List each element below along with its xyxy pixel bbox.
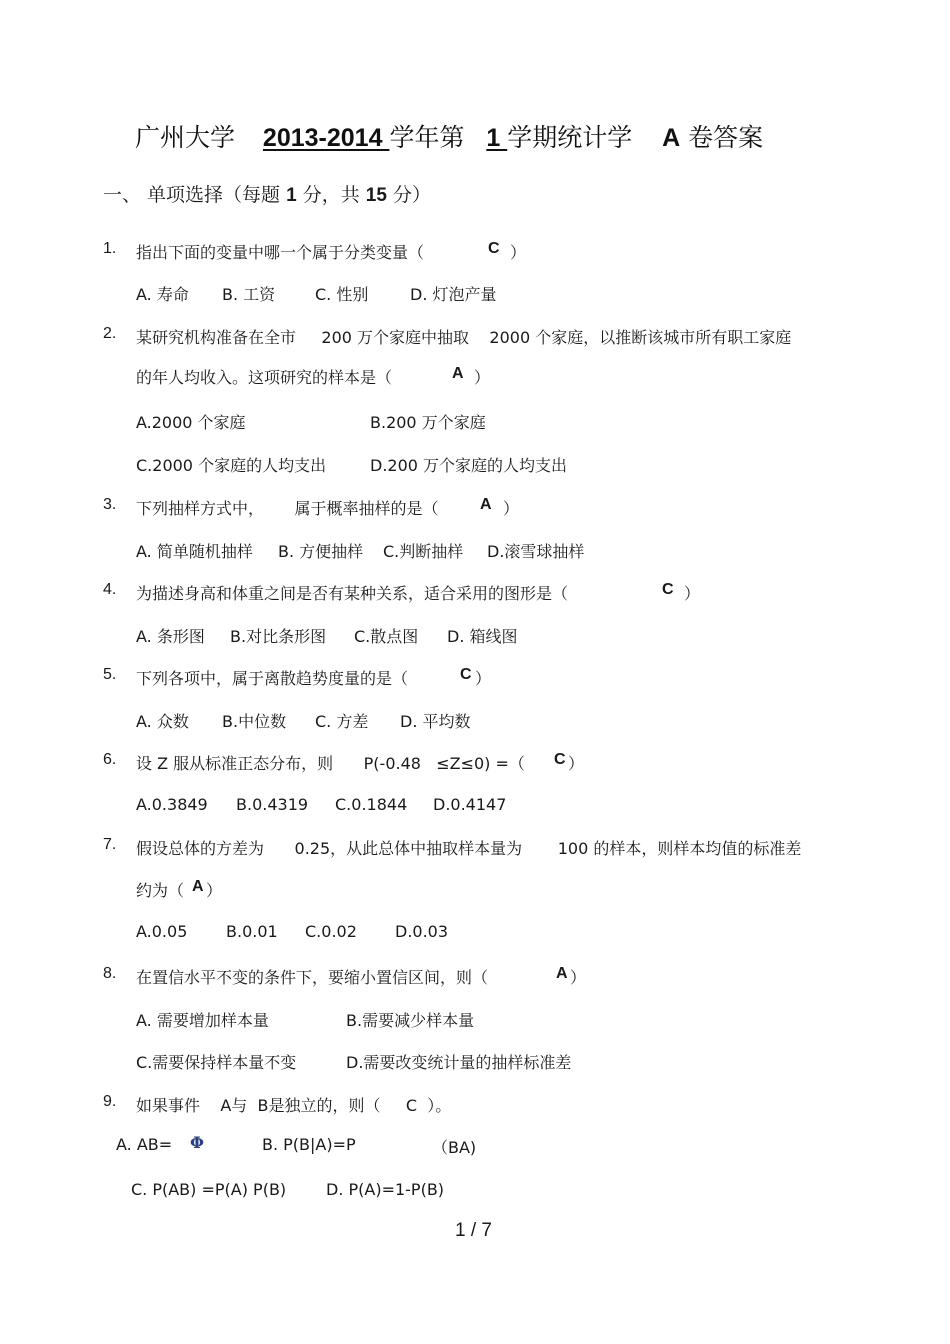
- question-number: 5.: [103, 666, 117, 683]
- option: A. 条形图: [136, 627, 205, 646]
- question-close: ）: [684, 584, 701, 603]
- option: D. 平均数: [400, 712, 471, 731]
- question-text: 如果事件 A与 B是独立的，则（ C ）。: [136, 1096, 452, 1115]
- question-close: ）: [475, 669, 492, 688]
- question-answer: C: [662, 581, 674, 598]
- phi-symbol: Φ: [190, 1133, 204, 1152]
- option: B. 方便抽样: [278, 542, 364, 561]
- question-number: 9.: [103, 1093, 117, 1110]
- option: B.0.01: [226, 922, 278, 941]
- question-number: 3.: [103, 496, 117, 513]
- option: D.需要改变统计量的抽样标准差: [346, 1053, 572, 1072]
- option: D.滚雪球抽样: [487, 542, 585, 561]
- question-answer: C: [460, 666, 472, 683]
- option: B.0.4319: [236, 795, 309, 814]
- question-answer: A: [192, 878, 204, 895]
- question-text: 下列各项中，属于离散趋势度量的是（: [136, 669, 409, 688]
- option: D. 灯泡产量: [410, 285, 497, 304]
- question-text-line2: 约为（: [136, 881, 185, 900]
- title-mid: 学年第: [389, 123, 465, 152]
- question-text: 下列抽样方式中， 属于概率抽样的是（: [136, 499, 439, 518]
- question-text: 设 Z 服从标准正态分布，则 P(-0.48 ≤Z≤0) =（: [136, 754, 525, 773]
- page-number: 1 / 7: [455, 1220, 492, 1241]
- question-number: 2.: [103, 325, 117, 342]
- option: A.0.05: [136, 922, 188, 941]
- option: A. 寿命: [136, 285, 189, 304]
- question-text: 在置信水平不变的条件下，要缩小置信区间，则（: [136, 968, 489, 987]
- question-text: 某研究机构准备在全市 200 万个家庭中抽取 2000 个家庭，以推断该城市所有职工家庭: [136, 328, 792, 347]
- option: D.0.4147: [433, 795, 507, 814]
- question-answer: A: [480, 496, 492, 513]
- question-text: 假设总体的方差为 0.25，从此总体中抽取样本量为 100 的样本，则样本均值的标准差: [136, 839, 802, 858]
- question-close: ）: [570, 968, 587, 987]
- section-end: 分）: [392, 184, 431, 206]
- section-total: 15: [365, 185, 387, 206]
- question-close: ）: [206, 881, 223, 900]
- question-answer: C: [488, 240, 500, 257]
- option: C.2000 个家庭的人均支出: [136, 456, 327, 475]
- option: B. 工资: [222, 285, 276, 304]
- question-text: 指出下面的变量中哪一个属于分类变量（: [136, 243, 425, 262]
- option: A.2000 个家庭: [136, 413, 246, 432]
- title-term: 1: [486, 124, 508, 152]
- question-number: 6.: [103, 751, 117, 768]
- title-years: 2013-2014: [262, 124, 390, 152]
- option: C.散点图: [354, 627, 419, 646]
- option: B.200 万个家庭: [370, 413, 486, 432]
- section-mid: 分，共: [302, 184, 360, 206]
- option: A.0.3849: [136, 795, 208, 814]
- question-number: 7.: [103, 836, 117, 853]
- option: B. P(B|A)=P: [262, 1135, 356, 1154]
- page-title: [135, 118, 763, 154]
- option: D. P(A)=1-P(B): [326, 1180, 445, 1199]
- option: C.判断抽样: [383, 542, 464, 561]
- option: C.需要保持样本量不变: [136, 1053, 297, 1072]
- option: A. 众数: [136, 712, 189, 731]
- question-close: ）: [503, 499, 520, 518]
- question-number: 4.: [103, 581, 117, 598]
- section-points: 1: [286, 185, 297, 206]
- question-text: 为描述身高和体重之间是否有某种关系，适合采用的图形是（: [136, 584, 569, 603]
- title-subject: 学期统计学: [507, 123, 633, 152]
- option: D.0.03: [395, 922, 449, 941]
- option: A. 需要增加样本量: [136, 1011, 269, 1030]
- option: C.0.02: [305, 922, 357, 941]
- option: B.对比条形图: [230, 627, 327, 646]
- option: B.中位数: [222, 712, 287, 731]
- option: A. 简单随机抽样: [136, 542, 253, 561]
- option: D.200 万个家庭的人均支出: [370, 456, 568, 475]
- question-close: ）: [474, 368, 491, 387]
- option-tail: （BA): [432, 1138, 477, 1157]
- title-university: 广州大学: [135, 123, 236, 152]
- question-answer: A: [452, 365, 464, 382]
- question-close: ）: [568, 754, 585, 773]
- section-header: [103, 180, 431, 207]
- title-paper: A: [662, 124, 681, 152]
- option: C.0.1844: [335, 795, 408, 814]
- option: C. P(AB) =P(A) P(B): [131, 1180, 287, 1199]
- option: B.需要减少样本量: [346, 1011, 475, 1030]
- section-label: 一、 单项选择（每题: [103, 184, 281, 206]
- option: D. 箱线图: [447, 627, 518, 646]
- question-answer: C: [554, 751, 566, 768]
- question-number: 1.: [103, 240, 117, 257]
- option: A. AB=: [116, 1135, 173, 1154]
- question-close: ）: [510, 243, 527, 262]
- question-text-line2: 的年人均收入。这项研究的样本是（: [136, 368, 393, 387]
- question-answer: A: [556, 965, 568, 982]
- title-tail: 卷答案: [688, 123, 764, 152]
- question-number: 8.: [103, 965, 117, 982]
- option: C. 方差: [315, 712, 369, 731]
- option: C. 性别: [315, 285, 369, 304]
